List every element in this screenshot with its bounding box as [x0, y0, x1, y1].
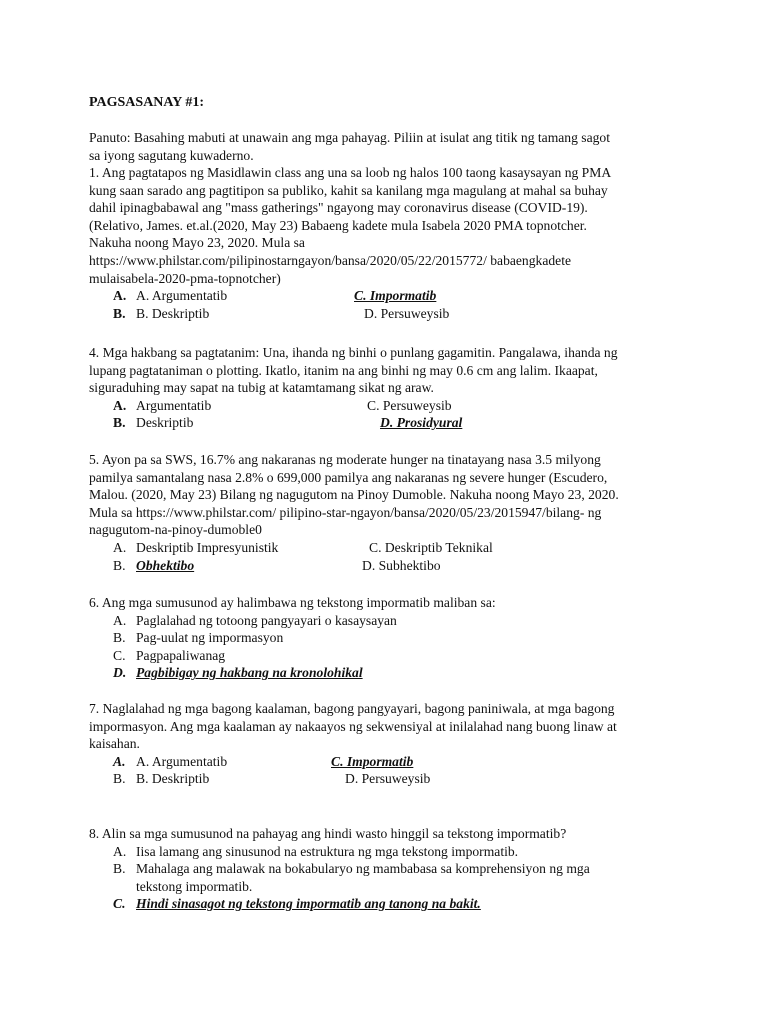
option-d-answer: D. Prosidyural — [380, 415, 463, 431]
option-b-text: Deskriptib — [136, 415, 194, 431]
option-c-marker: C. — [113, 896, 126, 912]
option-b-marker: B. — [113, 415, 126, 431]
option-a-text: Deskriptib Impresyunistik — [136, 539, 279, 555]
option-b-text: Mahalaga ang malawak na bokabularyo ng mambabasa sa komprehensiyon ng mga — [136, 861, 590, 877]
option-c-answer: C. Impormatib — [331, 753, 414, 769]
option-c: C. Deskriptib Teknikal — [369, 539, 493, 555]
option-d: D. Subhektibo — [362, 557, 441, 573]
question-text-line: Nakuha noong Mayo 23, 2020. Mula sa — [89, 235, 305, 251]
option-c — [89, 895, 689, 913]
question-text-line: kung saan sarado ang pagtitipon sa publiko, kahit sa kanilang mga magulang at mahal sa buhay — [89, 182, 608, 198]
option-a-text: Argumentatib — [136, 397, 212, 413]
option-b-marker: B. — [113, 305, 126, 321]
option-a-text: A. Argumentatib — [136, 753, 228, 769]
option-b-marker: B. — [113, 861, 126, 877]
option-b-marker: B. — [113, 557, 126, 573]
option-b — [113, 305, 209, 323]
option-a — [89, 843, 689, 861]
question-text-line: pamilya samantalang nasa 2.8% o 699,000 pamilya ang nakaranas ng severe hunger (Escudero, — [89, 469, 608, 485]
option-c-answer: C. Impormatib — [354, 288, 437, 304]
option-a — [113, 753, 227, 771]
question-text-line: 5. Ayon pa sa SWS, 16.7% ang nakaranas ng moderate hunger na tinatayang nasa 3.5 milyong — [89, 452, 601, 467]
question-text-line: 1. Ang pagtatapos ng Masidlawin class ang una sa loob ng halos 100 taong kasaysayan ng PMA — [89, 165, 612, 180]
option-b-marker: B. — [113, 630, 126, 646]
instructions-line: Panuto: Basahing mabuti at unawain ang mga pahayag. Piliin at isulat ang titik ng tamang sagot — [89, 130, 610, 145]
question-4 — [89, 344, 689, 432]
option-d: D. Persuweysib — [345, 771, 431, 787]
options-row — [89, 397, 689, 415]
question-8 — [89, 825, 689, 913]
option-d-answer: Pagbibigay ng hakbang na kronolohikal — [136, 665, 363, 681]
option-a-marker: A. — [113, 612, 127, 628]
option-a — [89, 612, 689, 630]
question-text-line: (Relativo, James. et.al.(2020, May 23) Babaeng kadete mula Isabela 2020 PMA topnotcher. — [89, 217, 587, 233]
question-5 — [89, 451, 689, 574]
option-a-text: Iisa lamang ang sinusunod na estruktura ng mga tekstong impormatib. — [136, 843, 519, 859]
option-a — [113, 397, 211, 415]
question-text-line: 7. Naglalahad ng mga bagong kaalaman, bagong pangyayari, bagong paniniwala, at mga bagong — [89, 701, 615, 716]
options-row — [89, 414, 689, 432]
option-a-marker: A. — [113, 843, 127, 859]
question-7 — [89, 700, 689, 788]
options-row — [89, 539, 689, 557]
options-row — [89, 770, 689, 788]
option-b-text: B. Deskriptib — [136, 771, 210, 787]
option-b — [113, 770, 209, 788]
option-c: C. Persuweysib — [367, 397, 452, 413]
option-c-answer: Hindi sinasagot ng tekstong impormatib ang tanong na bakit. — [136, 896, 481, 912]
question-text-line: 8. Alin sa mga sumusunod na pahayag ang hindi wasto hinggil sa tekstong impormatib? — [89, 826, 567, 841]
question-1 — [89, 164, 689, 322]
question-text-line: impormasyon. Ang mga kaalaman ay nakaayos ng sekwensiyal at inilalahad nang buong linaw at — [89, 718, 617, 734]
option-b — [89, 860, 689, 878]
option-c — [89, 647, 689, 665]
question-text-line: kaisahan. — [89, 736, 140, 752]
option-a-text: A. Argumentatib — [136, 288, 228, 304]
option-a-marker: A. — [113, 397, 127, 413]
question-text-line: siguraduhing may sapat na tubig at katamtamang sikat ng araw. — [89, 380, 434, 396]
option-b — [89, 629, 689, 647]
option-d-marker: D. — [113, 665, 127, 681]
option-a — [113, 287, 227, 305]
question-text-line: mulaisabela-2020-pma-topnotcher) — [89, 270, 281, 286]
option-a-marker: A. — [113, 539, 127, 555]
option-d: D. Persuweysib — [364, 305, 450, 321]
option-a-text: Paglalahad ng totoong pangyayari o kasaysayan — [136, 612, 397, 628]
instructions — [89, 129, 689, 164]
option-b — [113, 557, 194, 575]
question-text-line: Malou. (2020, May 23) Bilang ng nagugutom na Pinoy Dumoble. Nakuha noong Mayo 23, 2020. — [89, 487, 619, 503]
question-text-line: Mula sa https://www.philstar.com/ pilipino-star-ngayon/bansa/2020/05/23/2015947/bilang- ng — [89, 504, 602, 520]
options-row — [89, 557, 689, 575]
question-text-line: 4. Mga hakbang sa pagtatanim: Una, ihanda ng binhi o punlang gagamitin. Pangalawa, ihanda ng — [89, 345, 618, 360]
question-text-line: dahil ipinagbabawal ang "mass gatherings" ngayong may coronavirus disease (COVID-19). — [89, 200, 588, 216]
option-d — [89, 664, 689, 682]
instructions-line: sa iyong sagutang kuwaderno. — [89, 147, 254, 163]
option-a — [113, 539, 278, 557]
option-b-text: Pag-uulat ng impormasyon — [136, 630, 284, 646]
options-row — [89, 753, 689, 771]
question-text-line: nagugutom-na-pinoy-dumoble0 — [89, 522, 262, 538]
option-b-marker: B. — [113, 771, 126, 787]
option-a-marker: A. — [113, 288, 127, 304]
question-text-line: 6. Ang mga sumusunod ay halimbawa ng tekstong impormatib maliban sa: — [89, 595, 496, 610]
options-row — [89, 287, 689, 305]
option-c-text: Pagpapaliwanag — [136, 647, 226, 663]
option-a-marker: A. — [113, 753, 126, 769]
option-b-text-continued: tekstong impormatib. — [136, 878, 253, 894]
question-text-line: https://www.philstar.com/pilipinostarngayon/bansa/2020/05/22/2015772/ babaengkadete — [89, 252, 571, 268]
option-b — [113, 414, 193, 432]
option-b-continued — [89, 878, 689, 896]
option-b-answer: Obhektibo — [136, 557, 195, 573]
page-title: PAGSASANAY #1: — [89, 95, 204, 110]
question-6 — [89, 594, 689, 682]
options-row — [89, 305, 689, 323]
question-text-line: lupang pagtataniman o plotting. Ikatlo, itanim na ang binhi ng may 0.6 cm ang lalim. Ikaapat, — [89, 362, 598, 378]
option-b-text: B. Deskriptib — [136, 305, 210, 321]
option-c-marker: C. — [113, 647, 126, 663]
